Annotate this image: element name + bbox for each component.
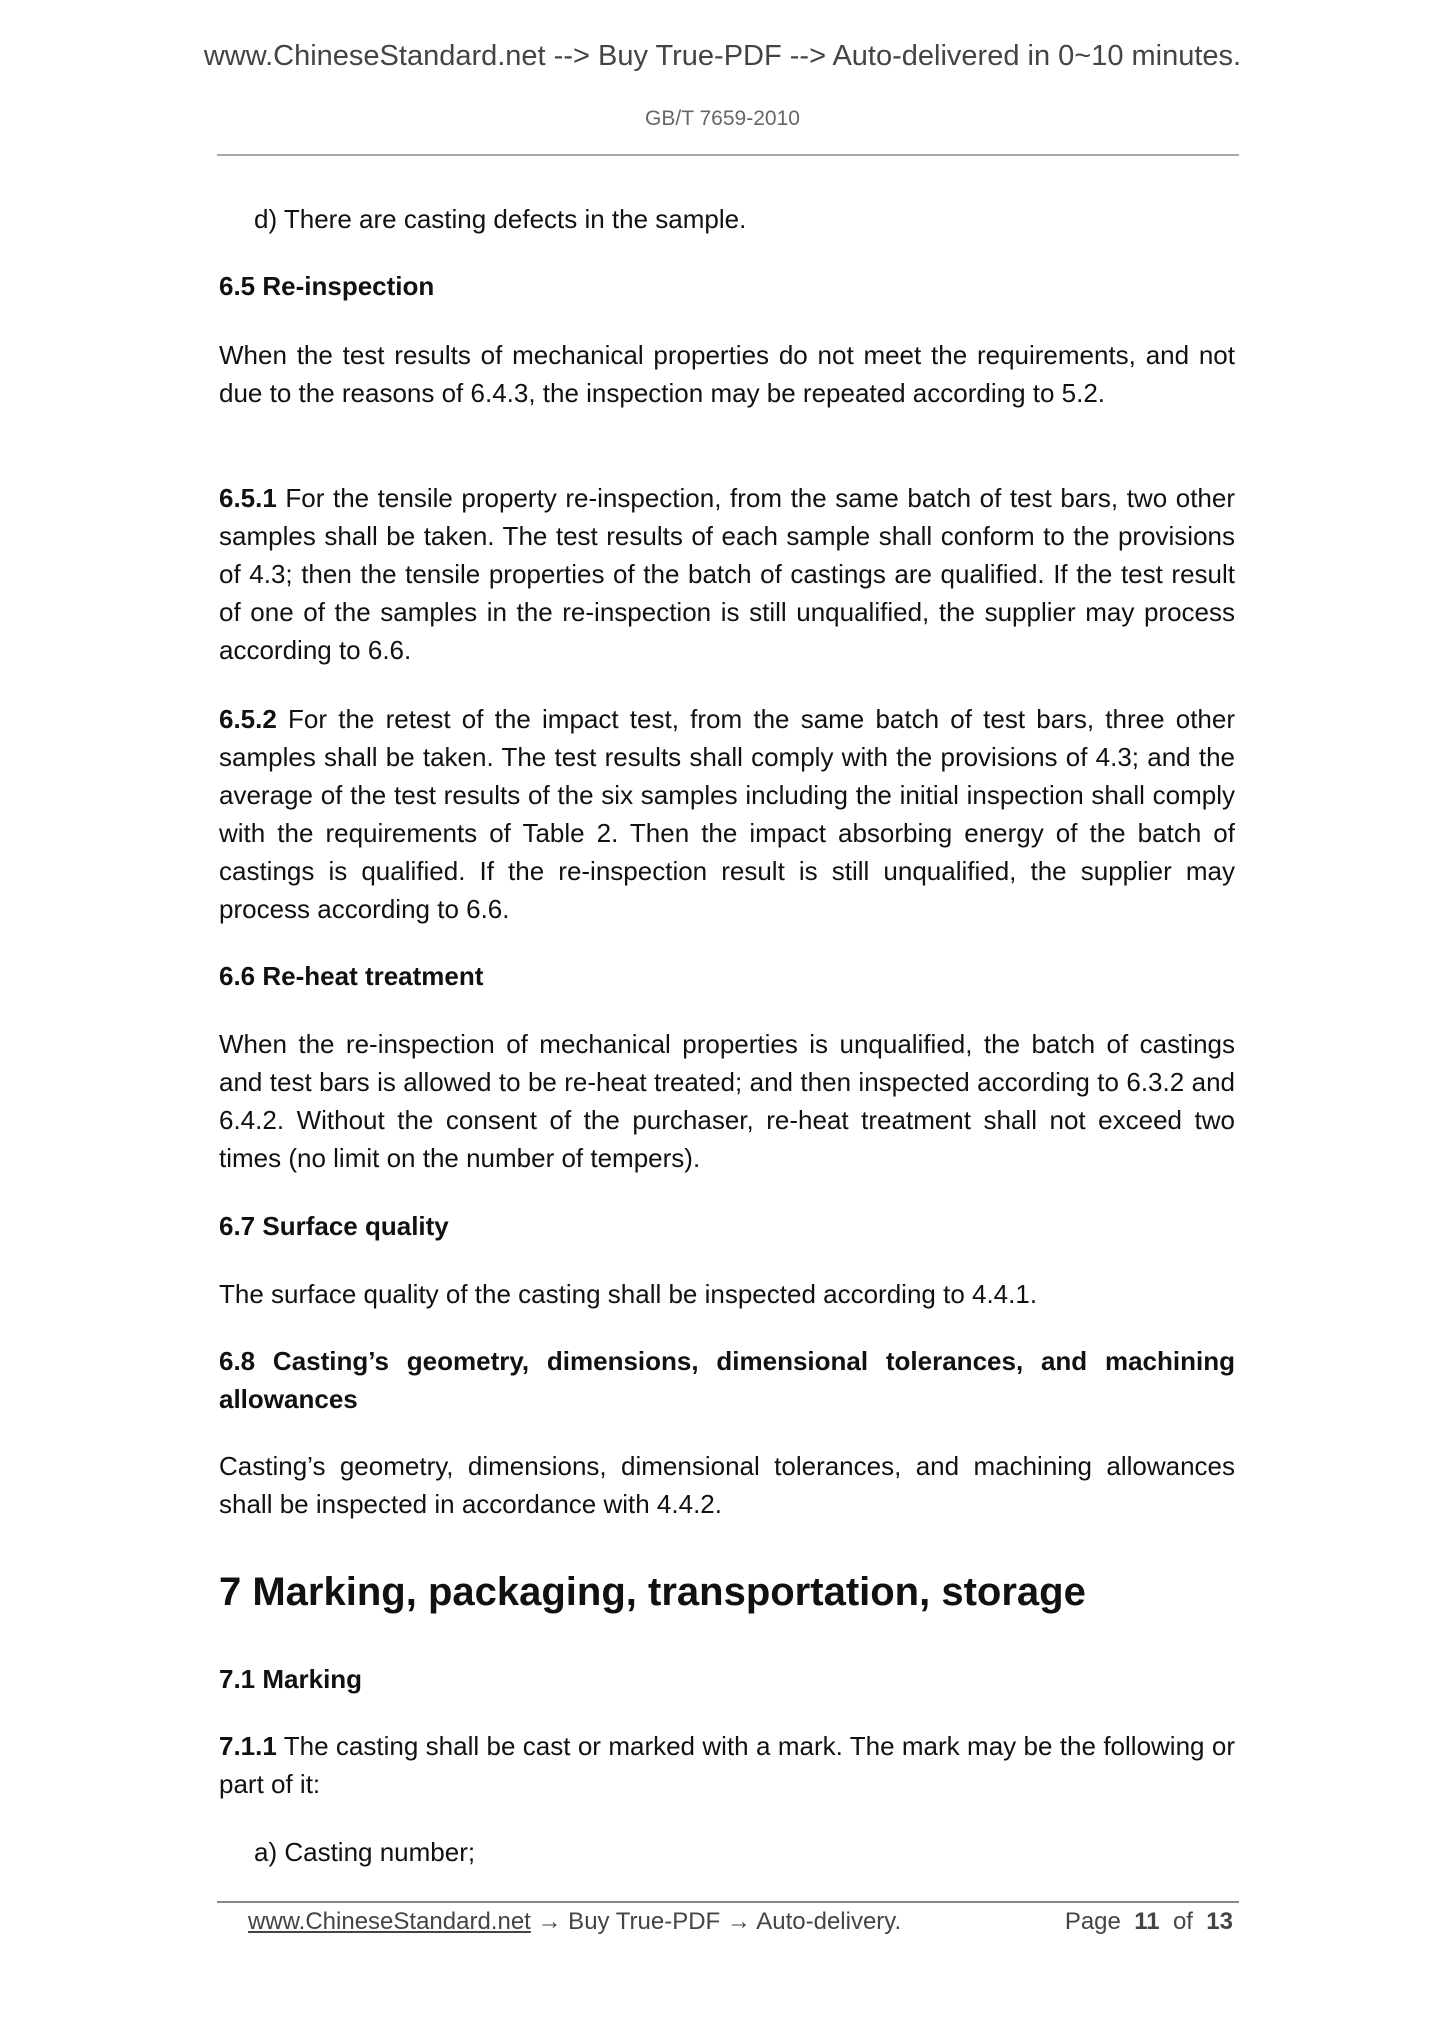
heading-6-7: 6.7 Surface quality: [219, 1211, 449, 1241]
header-divider: [217, 154, 1239, 156]
page-total: 13: [1206, 1908, 1233, 1935]
paragraph-6-7: The surface quality of the casting shall be inspected according to 4.4.1.: [219, 1279, 1038, 1309]
paragraph-6-6: When the re-inspection of mechanical properties is unqualified, the batch of castings and test bars is allowed to be re-heat treated; and then inspected according to 6.3.2 and 6.4.2. Without the consent of the purchaser, re-heat treatment shall not exceed two times (no limit on the number of tempers).: [219, 1029, 1235, 1173]
page-number: 11: [1134, 1908, 1160, 1935]
footer-text: → Buy True-PDF → Auto-delivery.: [530, 1908, 902, 1935]
footer-note: [248, 1903, 901, 1941]
paragraph-6-8: Casting’s geometry, dimensions, dimensional tolerances, and machining allowances shall be inspected in accordance with 4.4.2.: [219, 1451, 1235, 1519]
heading-6-8: 6.8 Casting’s geometry, dimensions, dimensional tolerances, and machining allowances: [219, 1346, 1235, 1414]
paragraph-6-5-1: [219, 479, 1235, 669]
page-indicator: [1065, 1903, 1233, 1941]
clause-text: For the retest of the impact test, from the same batch of test bars, three other samples shall be taken. The test results shall comply with the provisions of 4.3; and the average of the test results of the six samples including the initial inspection shall comply with the requirements of Table 2. Then the impact absorbing energy of the batch of castings is qualified. If the re-inspection result is still unqualified, the supplier may process according to 6.6.: [219, 704, 1235, 924]
paragraph-6-5-2: [219, 700, 1235, 928]
header-banner: www.ChineseStandard.net --> Buy True-PDF --> Auto-delivered in 0~10 minutes.: [203, 40, 1242, 72]
heading-6-6: 6.6 Re-heat treatment: [219, 961, 484, 991]
clause-number: 6.5.1: [219, 483, 277, 513]
heading-6-5: 6.5 Re-inspection: [219, 271, 435, 301]
clause-number: 7.1.1: [219, 1731, 277, 1761]
of-label: of: [1172, 1908, 1193, 1935]
clause-text: For the tensile property re-inspection, from the same batch of test bars, two other samples shall be taken. The test results of each sample shall conform to the provisions of 4.3; then the tensile properties of the batch of castings are qualified. If the test result of one of the samples in the re-inspection is still unqualified, the supplier may process according to 6.6.: [219, 483, 1235, 665]
clause-number: 6.5.2: [219, 704, 277, 734]
clause-text: The casting shall be cast or marked with a mark. The mark may be the following or part of it:: [219, 1731, 1235, 1799]
heading-7-1: 7.1 Marking: [219, 1664, 363, 1694]
standard-number: GB/T 7659-2010: [645, 107, 800, 130]
footer: [248, 1903, 1233, 1941]
list-item-d: d) There are casting defects in the sample.: [254, 204, 747, 234]
list-item-a: a) Casting number;: [254, 1837, 476, 1867]
paragraph-6-5: When the test results of mechanical properties do not meet the requirements, and not due to the reasons of 6.4.3, the inspection may be repeated according to 5.2.: [219, 340, 1235, 408]
footer-link[interactable]: www.ChineseStandard.net: [248, 1908, 531, 1935]
heading-7: 7 Marking, packaging, transportation, storage: [219, 1570, 1086, 1614]
page-label: Page: [1064, 1908, 1121, 1935]
paragraph-7-1-1: [219, 1727, 1235, 1803]
